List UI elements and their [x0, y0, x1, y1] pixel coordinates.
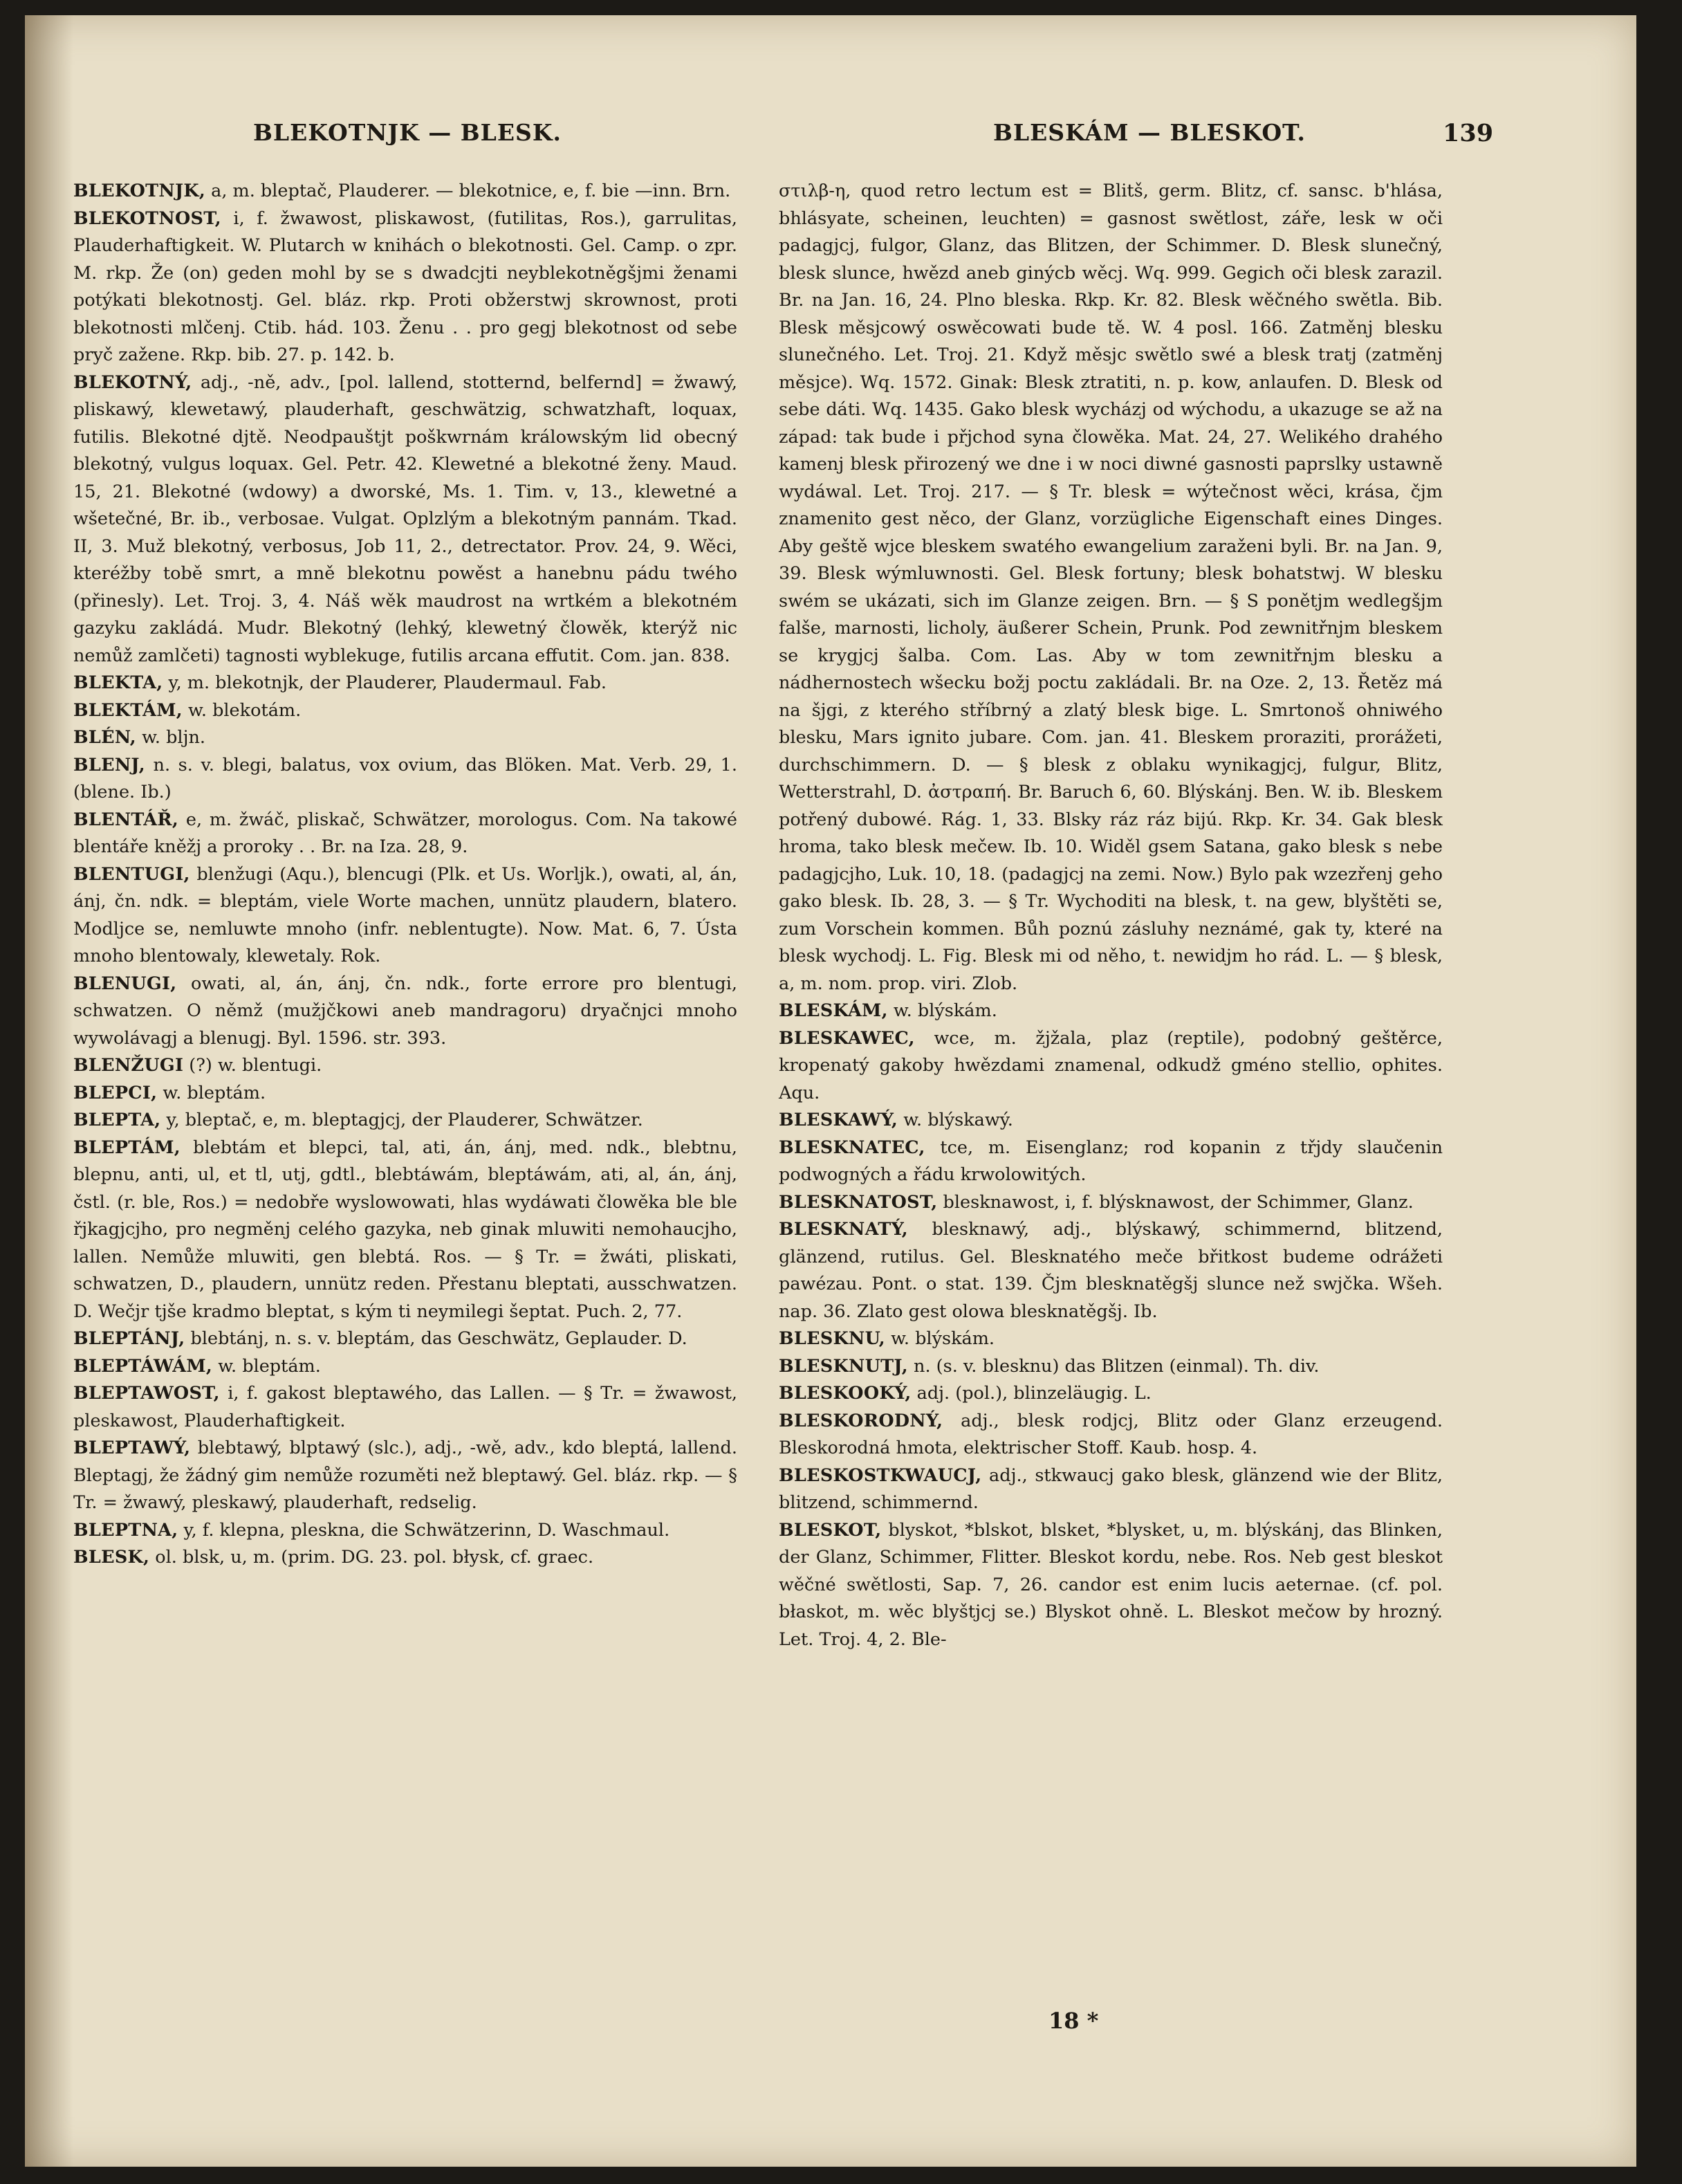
entry-definition: w. bleptám.	[212, 1355, 321, 1377]
dictionary-entry	[73, 1353, 737, 1381]
entry-definition: y, bleptač, e, m. bleptagjcj, der Plauderer, Schwätzer.	[160, 1110, 643, 1130]
dictionary-entry	[73, 1435, 737, 1517]
entry-definition: adj., stkwaucj gako blesk, glänzend wie der Blitz, blitzend, schimmernd.	[779, 1465, 1443, 1513]
dictionary-entry	[779, 1107, 1443, 1135]
entry-headword: BLEPTÁWÁM,	[73, 1355, 213, 1377]
signature-mark: 18 *	[1048, 2008, 1099, 2034]
entry-headword: BLESKNUTJ,	[779, 1355, 908, 1377]
entry-headword: BLEPTÁM,	[73, 1137, 181, 1158]
entry-headword: BLEPTAWOST,	[73, 1383, 220, 1404]
dictionary-entry	[73, 1517, 737, 1545]
entry-definition: n. (s. v. blesknu) das Blitzen (einmal). Th. div.	[907, 1355, 1320, 1377]
dictionary-entry	[73, 1325, 737, 1353]
entry-definition: a, m. bleptač, Plauderer. — blekotnice, e, f. bie —inn. Brn.	[205, 181, 731, 201]
entry-definition: blebtám et blepci, tal, ati, án, ánj, med. ndk., blebtnu, blepnu, anti, ul, et tl, utj, gdtl., blebtáwám, bleptáwám, ati, al, án, ánj, čstl. (r. ble, Ros.) = nedobře wyslowowati, hlas wydáwati člowěka ble ble řjkagjcjho, pro negměnj celého gazyka, neb ginak mluwiti nemohaucjho, lallen. Nemůže mluwiti, gen blebtá. Ros. — § Tr. = žwáti, pliskati, schwatzen, D., plaudern, unnütz reden. Přestanu bleptati, ausschwatzen. D. Wečjr tjše kradmo bleptat, s kým ti neymilegi šeptat. Puch. 2, 77.	[73, 1137, 737, 1322]
entry-headword: BLEKOTNOST,	[73, 208, 221, 229]
entry-headword: BLEKTA,	[73, 672, 163, 693]
dictionary-entry	[73, 1380, 737, 1435]
entry-definition: blebtánj, n. s. v. bleptám, das Geschwätz, Geplauder. D.	[185, 1328, 687, 1349]
entry-definition: w. blýskawý.	[898, 1110, 1013, 1130]
dictionary-entry	[73, 670, 737, 697]
entry-definition: ol. blsk, u, m. (prim. DG. 23. pol. błysk, cf. graec.	[149, 1547, 594, 1568]
entry-definition: w. blýskám.	[887, 1000, 997, 1021]
dictionary-entry	[779, 1462, 1443, 1517]
page-binding-shadow	[25, 15, 73, 2167]
entry-headword: BLESKAWÝ,	[779, 1110, 898, 1130]
dictionary-entry	[73, 1544, 737, 1572]
entry-definition: w. blýskám.	[885, 1328, 995, 1349]
dictionary-entry	[779, 1380, 1443, 1408]
entry-headword: BLEPTÁNJ,	[73, 1328, 185, 1349]
entry-headword: BLESK,	[73, 1547, 150, 1568]
dictionary-entry	[73, 971, 737, 1053]
entry-definition: w. bleptám.	[157, 1082, 266, 1103]
dictionary-entry	[73, 369, 737, 670]
entry-definition: adj., -ně, adv., [pol. lallend, stotternd, belfernd] = žwawý, pliskawý, klewetawý, plauderhaft, geschwätzig, schwatzhaft, loquax, futilis. Blekotné djtě. Neodpauštjt poškwrnám králowským lid obecný blekotný, vulgus loquax. Gel. Petr. 42. Klewetné a blekotné ženy. Maud. 15, 21. Blekotné (wdowy) a dworské, Ms. 1. Tim. v, 13., klewetné a wšetečné, Br. ib., verbosae. Vulgat. Oplzlým a blekotným pannám. Tkad. II, 3. Muž blekotný, verbosus, Job 11, 2., detrectator. Prov. 24, 9. Wěci, kteréžby tobě smrt, a mně blekotnu powěst a hanebnu pádu twého (přinesly). Let. Troj. 3, 4. Náš wěk maudrost na wrtkém a blekotném gazyku zakládá. Mudr. Blekotný (lehký, klewetný člowěk, kterýž nic nemůž zamlčeti) tagnosti wyblekuge, futilis arcana effutit. Com. jan. 838.	[73, 371, 737, 666]
dictionary-entry	[73, 1135, 737, 1326]
entry-definition: στιλβ-η, quod retro lectum est = Blitš, germ. Blitz, cf. sansc. b'hlása, bhlásyate, scheinen, leuchten) = gasnost swětlost, záře, lesk w oči padagjcj, fulgor, Glanz, das Blitzen, der Schimmer. D. Blesk slunečný, blesk slunce, hwězd aneb ginýcb wěcj. Wq. 999. Gegich oči blesk zarazil. Br. na Jan. 16, 24. Plno bleska. Rkp. Kr. 82. Blesk wěčného swětla. Bib. Blesk měsjcowý oswěcowati bude tě. W. 4 posl. 166. Zatměnj blesku slunečného. Let. Troj. 21. Když měsjc swětlo swé a blesk tratj (zatměnj měsjce). Wq. 1572. Ginak: Blesk ztratiti, n. p. kow, anlaufen. D. Blesk od sebe dáti. Wq. 1435. Gako blesk wycházj od wýchodu, a ukazuge se až na západ: tak bude i přjchod syna člowěka. Mat. 24, 27. Welikého drahého kamenj blesk přirozený we dne i w noci diwné gasnosti paprslky ustawně wydáwal. Let. Troj. 217. — § Tr. blesk = wýtečnost wěci, krása, čjm znamenito gest něco, der Glanz, vorzügliche Eigenschaft eines Dinges. Aby geště wjce bleskem swatého ewangelium zaraženi byli. Br. na Jan. 9, 39. Blesk wýmluwnosti. Gel. Blesk fortuny; blesk bohatstwj. W blesku swém se ukázati, sich im Glanze zeigen. Brn. — § S ponětjm wedlegšjm falše, marnosti, licholy, äußerer Schein, Prunk. Pod zewnitřnjm bleskem se krygjcj šalba. Com. Las. Aby w tom zewnitřnjm blesku a nádhernostech wšecku božj poctu zakládali. Br. na Oze. 2, 13. Řetěz má na šjgi, z kterého stříbrný a zlatý blesk bige. L. Smrtonoš ohniwého blesku, Mars ignito jubare. Com. jan. 41. Bleskem proraziti, prorážeti, durchschimmern. D. — § blesk z oblaku wynikagjcj, fulgur, Blitz, Wetterstrahl, D. ἀστραπή. Br. Baruch 6, 60. Blýskánj. Ben. W. ib. Bleskem potřený dubowé. Rág. 1, 33. Blsky ráz ráz bijú. Rkp. Kr. 34. Gak blesk hroma, tako blesk mečew. Ib. 10. Widěl gsem Satana, gako blesk s nebe padagjcjho, Luk. 10, 18. (padagjcj na zemi. Now.) Bylo pak wzezřenj geho gako blesk. Ib. 28, 3. — § Tr. Wychoditi na blesk, t. na gew, blyštěti se, zum Vorschein kommen. Bůh poznú zásluhy neznámé, gak ty, které na blesk wychodj. L. Fig. Blesk mi od něho, t. newidjm ho rád. L. — § blesk, a, m. nom. prop. viri. Zlob.	[779, 181, 1443, 994]
dictionary-entry	[779, 1353, 1443, 1381]
entry-headword: BLESKNU,	[779, 1328, 885, 1349]
dictionary-entry	[779, 1325, 1443, 1353]
dictionary-entry	[73, 1080, 737, 1108]
entry-headword: BLEKTÁM,	[73, 699, 183, 721]
entry-headword: BLESKOT,	[779, 1519, 882, 1541]
entry-headword: BLENŽUGI	[73, 1055, 184, 1076]
entry-headword: BLÉN,	[73, 727, 136, 748]
entry-definition: adj. (pol.), blinzeläugig. L.	[911, 1383, 1152, 1404]
entry-definition: i, f. žwawost, pliskawost, (futilitas, Ros.), garrulitas, Plauderhaftigkeit. W. Plutarch w knihách o blekotnosti. Gel. Camp. o zpr. M. rkp. Že (on) geden mohl by se s dwadcjti neyblekotněgšjmi ženami potýkati blekotnostj. Gel. bláz. rkp. Proti obžerstwj skrownost, proti blekotnosti mlčenj. Ctib. hád. 103. Ženu . . pro gegj blekotnost od sebe pryč zažene. Rkp. bib. 27. p. 142. b.	[73, 208, 737, 365]
entry-headword: BLESKNATOST,	[779, 1191, 938, 1213]
dictionary-entry	[73, 724, 737, 752]
entry-definition: i, f. gakost bleptawého, das Lallen. — § Tr. = žwawost, pleskawost, Plauderhaftigkeit.	[73, 1383, 737, 1431]
entry-definition: blenžugi (Aqu.), blencugi (Plk. et Us. Worljk.), owati, al, án, ánj, čn. ndk. = bleptám, viele Worte machen, unnütz plaudern, blatero. Modljce se, nemluwte mnoho (infr. neblentugte). Now. Mat. 6, 7. Ústa mnoho blentowaly, klewetaly. Rok.	[73, 863, 737, 966]
entry-definition: y, m. blekotnjk, der Plauderer, Plaudermaul. Fab.	[163, 672, 607, 693]
entry-headword: BLESKORODNÝ,	[779, 1410, 943, 1431]
entry-headword: BLESKNATEC,	[779, 1137, 925, 1158]
dictionary-page	[25, 15, 1636, 2167]
entry-definition: w. blekotám.	[182, 699, 302, 721]
running-head-left: BLEKOTNJK — BLESK.	[253, 119, 562, 146]
entry-headword: BLEKOTNÝ,	[73, 371, 192, 393]
dictionary-entry	[73, 697, 737, 725]
entry-definition: blesknawost, i, f. blýsknawost, der Schimmer, Glanz.	[937, 1191, 1414, 1213]
entry-definition: blebtawý, blptawý (slc.), adj., -wě, adv., kdo bleptá, lallend. Bleptagj, že žádný gim nemůže rozuměti než bleptawý. Gel. bláz. rkp. — § Tr. = žwawý, pleskawý, plauderhaft, redselig.	[73, 1438, 737, 1513]
entry-headword: BLENTUGI,	[73, 863, 190, 885]
entry-headword: BLEPTA,	[73, 1110, 161, 1130]
entry-headword: BLENJ,	[73, 754, 145, 776]
dictionary-entry	[73, 178, 737, 205]
left-column	[73, 178, 737, 1572]
dictionary-entry	[779, 1517, 1443, 1654]
entry-definition: n. s. v. blegi, balatus, vox ovium, das Blöken. Mat. Verb. 29, 1. (blene. Ib.)	[73, 754, 737, 802]
entry-definition: w. bljn.	[136, 727, 206, 748]
dictionary-entry	[779, 1025, 1443, 1108]
entry-headword: BLEPTNA,	[73, 1519, 178, 1541]
running-head-right: BLESKÁM — BLESKOT.	[993, 119, 1306, 146]
entry-definition: (?) w. blentugi.	[183, 1055, 322, 1076]
dictionary-entry	[73, 1107, 737, 1135]
entry-headword: BLESKNATÝ,	[779, 1219, 908, 1240]
entry-definition: wce, m. žjžala, plaz (reptile), podobný geštěrce, kropenatý gakoby hwězdami znamenal, odkudž gméno stellio, ophites. Aqu.	[779, 1027, 1443, 1103]
page-number: 139	[1443, 119, 1494, 147]
entry-definition: blyskot, *blskot, blsket, *blysket, u, m. blýskánj, das Blinken, der Glanz, Schimmer, Flitter. Bleskot kordu, nebe. Ros. Neb gest bleskot wěčné swětlosti, Sap. 7, 26. candor est enim lucis aeternae. (cf. pol. błaskot, m. wěc blyštjcj se.) Blyskot ohně. L. Bleskot mečow by hrozný. Let. Troj. 4, 2. Ble-	[779, 1519, 1443, 1650]
entry-definition: adj., blesk rodjcj, Blitz oder Glanz erzeugend. Bleskorodná hmota, elektrischer Stoff. Kaub. hosp. 4.	[779, 1410, 1443, 1458]
right-column	[779, 178, 1443, 1653]
dictionary-entry	[779, 1216, 1443, 1325]
entry-definition: y, f. klepna, pleskna, die Schwätzerinn, D. Waschmaul.	[178, 1519, 670, 1541]
entry-headword: BLENUGI,	[73, 973, 177, 994]
dictionary-entry	[73, 1052, 737, 1080]
dictionary-entry	[779, 178, 1443, 998]
entry-headword: BLESKÁM,	[779, 1000, 888, 1021]
dictionary-entry	[779, 1408, 1443, 1462]
dictionary-entry	[779, 998, 1443, 1025]
dictionary-entry	[779, 1135, 1443, 1189]
entry-definition: tce, m. Eisenglanz; rod kopanin z třjdy slaučenin podwogných a řádu krwolowitých.	[779, 1137, 1443, 1185]
dictionary-entry	[73, 807, 737, 861]
entry-headword: BLEPCI,	[73, 1082, 158, 1103]
dictionary-entry	[73, 752, 737, 807]
entry-headword: BLESKOSTKWAUCJ,	[779, 1465, 982, 1486]
entry-definition: e, m. žwáč, pliskač, Schwätzer, morologus. Com. Na takowé blentáře kněžj a proroky . . Br. na Iza. 28, 9.	[73, 809, 737, 857]
dictionary-entry	[73, 861, 737, 971]
entry-definition: blesknawý, adj., blýskawý, schimmernd, blitzend, glänzend, rutilus. Gel. Blesknatého meče břitkost budeme odrážeti pawézau. Pont. o stat. 139. Čjm blesknatěgšj slunce než swjčka. Wšeh. nap. 36. Zlato gest olowa blesknatěgšj. Ib.	[779, 1219, 1443, 1322]
dictionary-entry	[73, 205, 737, 369]
entry-headword: BLEKOTNJK,	[73, 181, 206, 201]
entry-headword: BLEPTAWÝ,	[73, 1438, 191, 1458]
entry-headword: BLENTÁŘ,	[73, 809, 179, 830]
entry-headword: BLESKOOKÝ,	[779, 1383, 912, 1404]
entry-definition: owati, al, án, ánj, čn. ndk., forte errore pro blentugi, schwatzen. O němž (mužjčkowi aneb mandragoru) dryačnjci mnoho wywolávagj a blenugj. Byl. 1596. str. 393.	[73, 973, 737, 1049]
entry-headword: BLESKAWEC,	[779, 1027, 915, 1049]
dictionary-entry	[779, 1189, 1443, 1217]
